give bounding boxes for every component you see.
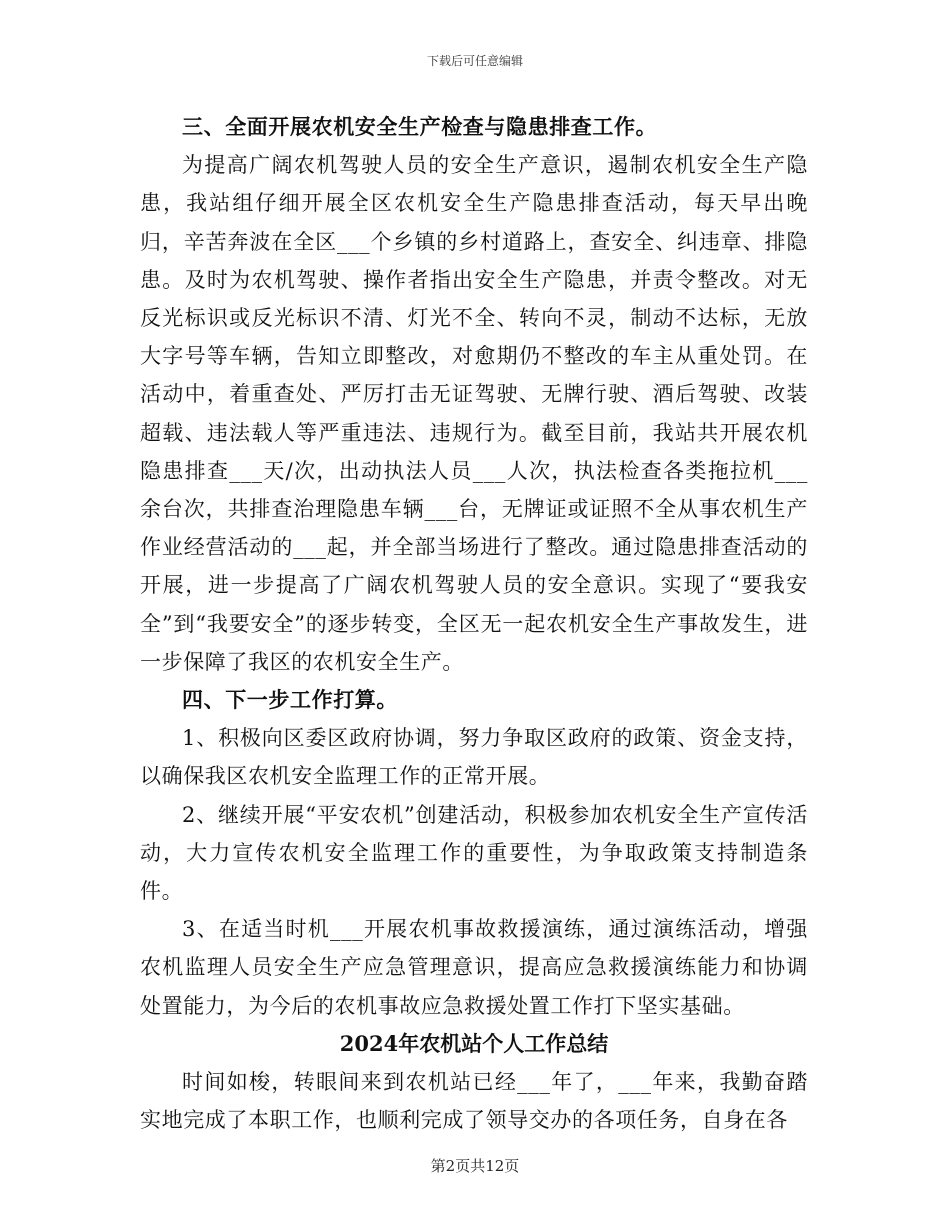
page-header: 下载后可任意编辑: [426, 54, 523, 68]
plan-item-3: 3、在适当时机___开展农机事故救援演练，通过演练活动，增强农机监理人员安全生产应急管理意识，提高应急救援演练能力和协调处置能力，为今后的农机事故应急救援处置工作打下坚实基础。: [140, 917, 808, 1018]
page-footer: 第2页共12页: [430, 1157, 520, 1175]
article-intro-paragraph: 时间如梭，转眼间来到农机站已经___年了，___年来，我勤奋踏实地完成了本职工作，也顺利完成了领导交办的各项任务，自身在各: [140, 1070, 808, 1133]
section-3-paragraph: 为提高广阔农机驾驶人员的安全生产意识，遏制农机安全生产隐患，我站组仔细开展全区农机安全生产隐患排查活动，每天早出晚归，辛苦奔波在全区___个乡镇的乡村道路上，查安全、纠违章、排隐患。及时为农机驾驶、操作者指出安全生产隐患，并责令整改。对无反光标识或反光标识不清、灯光不全、转向不灵，制动不达标，无放大字号等车辆，告知立即整改，对愈期仍不整改的车主从重处罚。在活动中，着重查处、严厉打击无证驾驶、无牌行驶、酒后驾驶、改装超载、违法载人等严重违法、违规行为。截至目前，我站共开展农机隐患排查___天/次，出动执法人员___人次，执法检查各类拖拉机___余台次，共排查治理隐患车辆___台，无牌证或证照不全从事农机生产作业经营活动的___起，并全部当场进行了整改。通过隐患排查活动的开展，进一步提高了广阔农机驾驶人员的安全意识。实现了“要我安全”到“我要安全”的逐步转变，全区无一起农机安全生产事故发生，进一步保障了我区的农机安全生产。: [140, 153, 808, 674]
section-4-heading: 四、下一步工作打算。: [182, 687, 398, 713]
plan-item-1: 1、积极向区委区政府协调，努力争取区政府的政策、资金支持，以确保我区农机安全监理工作的正常开展。: [140, 726, 808, 789]
document-body: [140, 108, 808, 1139]
plan-item-2: 2、继续开展“平安农机”创建活动，积极参加农机安全生产宣传活动，大力宣传农机安全监理工作的重要性，为争取政策支持制造条件。: [140, 802, 808, 904]
section-3-heading: 三、全面开展农机安全生产检查与隐患排查工作。: [182, 114, 658, 139]
article-title: 2024年农机站个人工作总结: [339, 1030, 609, 1056]
